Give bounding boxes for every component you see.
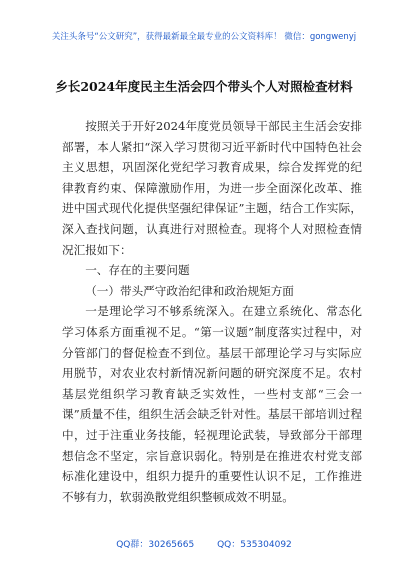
section-heading: 一、存在的主要问题: [85, 263, 190, 278]
body-paragraph: 一是理论学习不够系统深入。在建立系统化、常态化学习体系方面重视不足。“第一议题”制度落实过程中，对分管部门的督促检查不到位。基层干部理论学习与实际应用脱节，对农业农村新情况新问题的研究深度不足。农村基层党组织学习教育缺乏实效性，一些村支部“三会一课”质量不佳，组织生活会缺乏针对性。基层干部培训过程中，过于注重业务技能，轻视理论武装，导致部分干部理想信念不坚定，宗旨意识弱化。特别是在推进农村党支部标准化建设中，组织力提升的重要性认识不足，工作推进不够有力，软弱涣散党组织整顿成效不明显。: [62, 304, 362, 504]
intro-paragraph: 按照关于开好2024年度党员领导干部民主生活会安排部署，本人紧扣“深入学习贯彻习近平新时代中国特色社会主义思想，巩固深化党纪学习教育成果，综合发挥党的纪律教育约束、保障激励作用，为进一步全面深化改革、推进中国式现代化提供坚强纪律保证”主题，结合工作实际，深入查找问题，认真进行对照检查。现将个人对照检查情况汇报如下：: [62, 119, 362, 257]
subsection-heading: （一）带头严守政治纪律和政治规矩方面: [85, 283, 294, 298]
document-title: 乡长2024年度民主生活会四个带头个人对照检查材料: [55, 79, 353, 94]
qq-contact: QQ：535304092: [217, 540, 292, 550]
document-body: [62, 116, 362, 507]
qq-group: QQ群：30265665: [116, 540, 195, 550]
top-banner: 关注头条号“公文研究”，获得最新最全最专业的公文资料库！ 微信：gongwenyj: [51, 32, 357, 42]
bottom-banner: [0, 537, 408, 550]
